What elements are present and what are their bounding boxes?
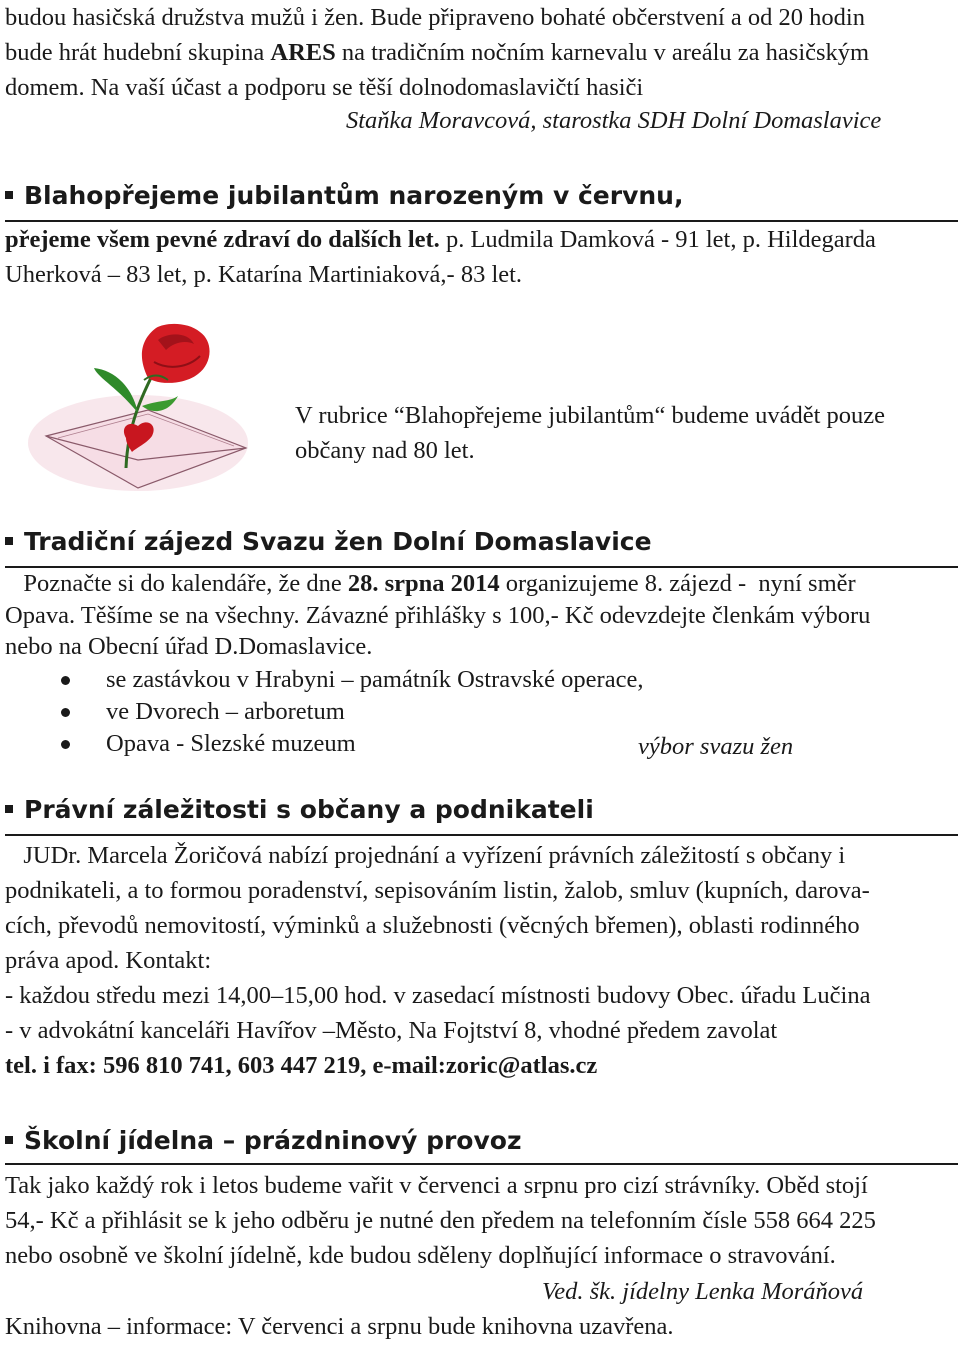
- legal-contact: tel. i fax: 596 810 741, 603 447 219, e-mail:zoric@atlas.cz: [5, 1052, 598, 1079]
- trip-date: 28. srpna 2014: [347, 570, 500, 597]
- bullet-icon: [61, 676, 70, 685]
- legal-line-3: cích, převodů nemovitostí, výminků a služebnosti (věcných břemen), oblasti rodinného: [5, 912, 860, 939]
- band-name: ARES: [270, 39, 336, 66]
- jubilee-note-line-2: občany nad 80 let.: [295, 437, 475, 464]
- rose-envelope-image: [28, 318, 258, 498]
- trip-stops-list: [5, 664, 957, 760]
- canteen-line-1: Tak jako každý rok i letos budeme vařit v červenci a srpnu pro cizí strávníky. Oběd stojí: [5, 1172, 868, 1199]
- canteen-line-3: nebo osobně ve školní jídelně, kde budou sděleny doplňující informace o stravování.: [5, 1242, 836, 1269]
- trip-paragraph: [5, 568, 957, 663]
- jubilee-note-line-1: V rubrice “Blahopřejeme jubilantům“ budeme uvádět pouze: [295, 402, 886, 429]
- square-bullet-icon: [5, 1136, 13, 1144]
- jubilee-line-1: přejeme všem pevné zdraví do dalších let. p. Ludmila Damková - 91 let, p. Hildegarda: [5, 226, 876, 253]
- bullet-icon: [61, 708, 70, 717]
- legal-line-6: - v advokátní kanceláři Havířov –Město, Na Fojtství 8, vhodné předem zavolat: [5, 1017, 778, 1044]
- list-item: ve Dvorech – arboretum: [5, 696, 957, 728]
- square-bullet-icon: [5, 537, 13, 545]
- jubilee-heading: Blahopřejeme jubilantům narozeným v červnu,: [5, 179, 958, 213]
- trip-heading: Tradiční zájezd Svazu žen Dolní Domaslavice: [5, 525, 958, 559]
- jubilee-line-2: Uherková – 83 let, p. Katarína Martiniaková,- 83 let.: [5, 261, 523, 288]
- jubilee-note: [295, 398, 957, 468]
- legal-line-1: JUDr. Marcela Žoričová nabízí projednání a vyřízení právních záležitostí s občany i: [5, 842, 846, 869]
- trip-line-3: nebo na Obecní úřad D.Domaslavice.: [5, 633, 373, 660]
- intro-line-3: domem. Na vaší účast a podporu se těší dolnodomaslavičtí hasiči: [5, 74, 644, 101]
- legal-line-4: práva apod. Kontakt:: [5, 947, 212, 974]
- legal-heading: Právní záležitosti s občany a podnikateli: [5, 793, 958, 827]
- trip-line-1: Poznačte si do kalendáře, že dne 28. srpna 2014 organizujeme 8. zájezd - nyní směr: [5, 570, 856, 597]
- trip-line-2: Opava. Těšíme se na všechny. Závazné přihlášky s 100,- Kč odevzdejte členkám výboru: [5, 601, 871, 629]
- legal-line-5: - každou středu mezi 14,00–15,00 hod. v zasedací místnosti budovy Obec. úřadu Lučina: [5, 982, 871, 1009]
- firefighters-signature: Staňka Moravcová, starostka SDH Dolní Domaslavice: [346, 107, 882, 134]
- library-paragraph: Knihovna – informace: V červenci a srpnu bude knihovna uzavřena.: [5, 1313, 674, 1340]
- square-bullet-icon: [5, 805, 13, 813]
- legal-heading-rule: [5, 834, 958, 836]
- legal-paragraph: [5, 838, 957, 1083]
- canteen-heading: Školní jídelna – prázdninový provoz: [5, 1124, 958, 1158]
- intro-paragraph: [5, 0, 957, 105]
- square-bullet-icon: [5, 191, 13, 199]
- trip-signature: výbor svazu žen: [638, 733, 794, 760]
- legal-line-2: podnikateli, a to formou poradenství, sepisováním listin, žalob, smluv (kupních, darova-: [5, 877, 870, 904]
- canteen-signature: Ved. šk. jídelny Lenka Moráňová: [542, 1278, 864, 1305]
- canteen-heading-rule: [5, 1163, 958, 1165]
- jubilee-paragraph: [5, 222, 957, 292]
- canteen-line-2: 54,- Kč a přihlásit se k jeho odběru je nutné den předem na telefonním čísle 558 664 225: [5, 1207, 876, 1234]
- intro-line-2: bude hrát hudební skupina ARES na tradičním nočním karnevalu v areálu za hasičským: [5, 39, 870, 66]
- list-item: Opava - Slezské muzeum: [5, 728, 957, 760]
- canteen-paragraph: [5, 1168, 957, 1273]
- bullet-icon: [61, 740, 70, 749]
- list-item: se zastávkou v Hrabyni – památník Ostravské operace,: [5, 664, 957, 696]
- intro-line-1: budou hasičská družstva mužů i žen. Bude připraveno bohaté občerstvení a od 20 hodin: [5, 4, 865, 31]
